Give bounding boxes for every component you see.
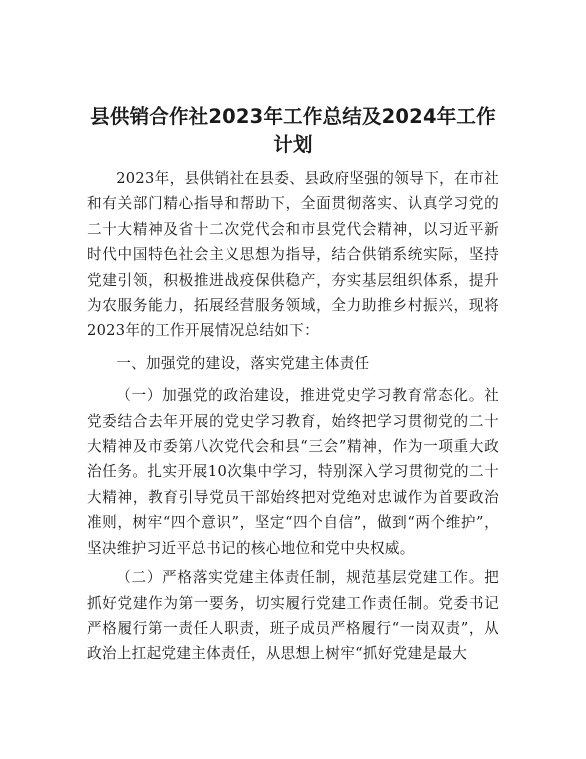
title-line-2: 计划 — [273, 133, 313, 156]
section-heading: 一、加强党的建设，落实党建主体责任 — [116, 354, 370, 372]
body-paragraph-1: （一）加强党的政治建设，推进党史学习教育常态化。社党委结合去年开展的党史学习教育，始终把学习贯彻党的二十大精神及市委第八次党代会和县“三会”精神，作为一项重大政治任务。扎实开展10次集中学习，特别深入学习贯彻党的二十大精神，教育引导党员干部始终把对党绝对忠诚作为首要政治准则，树牢“四个意识”，坚定“四个自信”，做到“两个维护”，坚决维护习近平总书记的核心地位和党中央权威。 — [87, 387, 499, 557]
document-title — [88, 103, 498, 159]
body-paragraph-2: （二）严格落实党建主体责任制，规范基层党建工作。把抓好党建作为第一要务，切实履行党建工作责任制。党委书记严格履行第一责任人职责，班子成员严格履行“一岗双责”，从政治上扛起党建主体责任，从思想上树牢“抓好党建是最大 — [87, 569, 499, 663]
document-body — [87, 166, 499, 667]
intro-paragraph: 2023年，县供销社在县委、县政府坚强的领导下，在市社和有关部门精心指导和帮助下，全面贯彻落实、认真学习党的二十大精神及省十二次党代会和市县党代会精神，以习近平新时代中国特色社会主义思想为指导，结合供销系统实际，坚持党建引领，积极推进战疫保供稳产，夯实基层组织体系，提升为农服务能力，拓展经营服务领域，全力助推乡村振兴，现将2023年的工作开展情况总结如下： — [87, 170, 499, 340]
title-line-1: 县供销合作社2023年工作总结及2024年工作 — [90, 105, 496, 128]
